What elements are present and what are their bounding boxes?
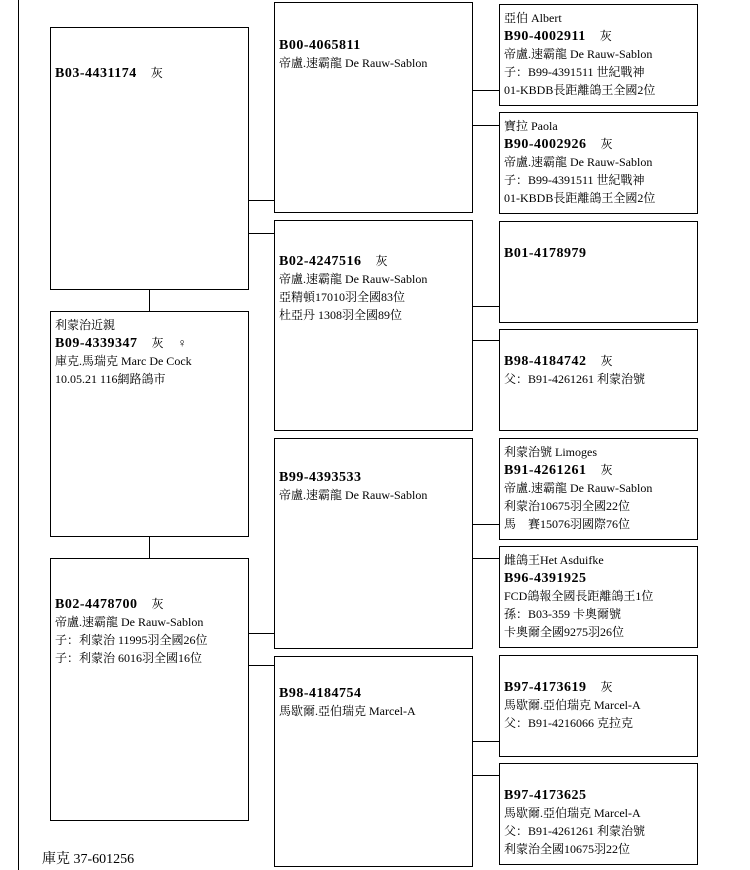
dam-color: 灰 xyxy=(151,597,164,611)
granddam-paternal-breeder: 帝盧.速霸龍 De Rauw-Sablon xyxy=(279,272,428,286)
grandsire-paternal-breeder: 帝盧.速霸龍 De Rauw-Sablon xyxy=(279,56,428,70)
connector-line xyxy=(473,524,499,525)
ggp-5-name: 利蒙治號 Limoges xyxy=(504,445,597,459)
ggp-6-name: 雌鴿王Het Asduifke xyxy=(504,553,604,567)
dam-ring-line xyxy=(55,595,246,613)
ggp-6-grandchild: 孫：B03-359 卡奧爾號 xyxy=(504,607,622,621)
granddam-maternal-box xyxy=(274,656,473,867)
granddam-paternal-result-1: 亞精頓17010羽全國83位 xyxy=(279,290,406,304)
sire-color: 灰 xyxy=(150,66,163,80)
ggp-6-result: 卡奧爾全國9275羽26位 xyxy=(504,625,625,639)
ggp-2-name: 寶拉 Paola xyxy=(504,119,558,133)
ggp-6-ring: B96-4391925 xyxy=(504,571,587,586)
grandsire-paternal-box xyxy=(274,2,473,213)
dam-offspring-2: 子：利蒙治 6016羽全國16位 xyxy=(55,651,203,665)
subject-name: 利蒙治近親 xyxy=(55,318,116,332)
ggp-5-result-2: 馬 賽15076羽國際76位 xyxy=(504,517,631,531)
ggp-3-box xyxy=(499,221,698,323)
connector-line xyxy=(149,290,150,311)
ggp-1-result: 01-KBDB長距離鴿王全國2位 xyxy=(504,83,656,97)
ggp-6-title: FCD鴿報全國長距離鴿王1位 xyxy=(504,589,654,603)
granddam-maternal-ring: B98-4184754 xyxy=(279,686,362,701)
ggp-4-box xyxy=(499,329,698,431)
female-symbol-icon: ♀ xyxy=(177,336,187,350)
ggp-8-ring: B97-4173625 xyxy=(504,788,587,803)
subject-ring: B09-4339347 xyxy=(55,336,138,351)
dam-ring: B02-4478700 xyxy=(55,597,138,612)
connector-line xyxy=(249,633,274,634)
subject-owner: 庫克.馬瑞克 Marc De Cock xyxy=(55,354,192,368)
ggp-7-box xyxy=(499,655,698,757)
dam-breeder: 帝盧.速霸龍 De Rauw-Sablon xyxy=(55,615,204,629)
ggp-2-ring-line: B90-4002926 灰 xyxy=(504,137,613,152)
ggp-1-breeder: 帝盧.速霸龍 De Rauw-Sablon xyxy=(504,47,653,61)
ggp-7-ring-line: B97-4173619 灰 xyxy=(504,680,613,695)
connector-line xyxy=(473,741,499,742)
granddam-paternal-ring-line: B02-4247516 灰 xyxy=(279,254,388,269)
connector-line xyxy=(473,558,499,559)
ggp-4-sire: 父：B91-4261261 利蒙治號 xyxy=(504,372,646,386)
ggp-1-name: 亞伯 Albert xyxy=(504,11,562,25)
ggp-1-box xyxy=(499,4,698,106)
ggp-8-sire: 父：B91-4261261 利蒙治號 xyxy=(504,824,646,838)
ggp-1-offspring: 子：B99-4391511 世紀戰神 xyxy=(504,65,645,79)
ggp-5-box xyxy=(499,438,698,540)
ggp-5-result-1: 利蒙治10675羽全國22位 xyxy=(504,499,631,513)
sire-ring: B03-4431174 xyxy=(55,66,137,81)
connector-line xyxy=(473,340,499,341)
ggp-3-ring: B01-4178979 xyxy=(504,246,587,261)
ggp-2-result: 01-KBDB長距離鴿王全國2位 xyxy=(504,191,656,205)
connector-line xyxy=(249,665,274,666)
ggp-2-offspring: 子：B99-4391511 世紀戰神 xyxy=(504,173,645,187)
connector-line xyxy=(473,125,499,126)
owner-footer: 庫克 37-601256 xyxy=(42,852,135,867)
sire-box xyxy=(50,27,249,290)
subject-sale: 10.05.21 116網路鴿市 xyxy=(55,372,166,386)
connector-line xyxy=(249,200,274,201)
subject-color: 灰 xyxy=(151,336,164,350)
ggp-2-box xyxy=(499,112,698,214)
subject-ring-line xyxy=(55,334,246,352)
subject-box xyxy=(50,311,249,537)
ggp-5-breeder: 帝盧.速霸龍 De Rauw-Sablon xyxy=(504,481,653,495)
ggp-6-box xyxy=(499,546,698,648)
ggp-7-sire: 父：B91-4216066 克拉克 xyxy=(504,716,634,730)
connector-line xyxy=(249,233,274,234)
ggp-8-result: 利蒙治全國10675羽22位 xyxy=(504,842,631,856)
granddam-paternal-box xyxy=(274,220,473,431)
connector-line xyxy=(149,537,150,558)
grandsire-maternal-box xyxy=(274,438,473,649)
ggp-8-breeder: 馬歇爾.亞伯瑞克 Marcel-A xyxy=(504,806,641,820)
ggp-2-breeder: 帝盧.速霸龍 De Rauw-Sablon xyxy=(504,155,653,169)
connector-line xyxy=(473,775,499,776)
ggp-8-box xyxy=(499,763,698,865)
grandsire-maternal-ring: B99-4393533 xyxy=(279,470,362,485)
connector-line xyxy=(473,90,499,91)
grandsire-maternal-breeder: 帝盧.速霸龍 De Rauw-Sablon xyxy=(279,488,428,502)
granddam-paternal-result-2: 杜亞丹 1308羽全國89位 xyxy=(279,308,403,322)
ggp-5-ring-line: B91-4261261 灰 xyxy=(504,463,613,478)
connector-line xyxy=(473,306,499,307)
grandsire-paternal-ring: B00-4065811 xyxy=(279,38,361,53)
dam-offspring-1: 子：利蒙治 11995羽全國26位 xyxy=(55,633,208,647)
ggp-1-ring-line: B90-4002911 灰 xyxy=(504,29,612,44)
granddam-maternal-breeder: 馬歇爾.亞伯瑞克 Marcel-A xyxy=(279,704,416,718)
sire-ring-line xyxy=(55,64,246,82)
ggp-4-ring-line: B98-4184742 灰 xyxy=(504,354,613,369)
dam-box xyxy=(50,558,249,821)
page-left-border xyxy=(18,0,19,870)
ggp-7-breeder: 馬歇爾.亞伯瑞克 Marcel-A xyxy=(504,698,641,712)
